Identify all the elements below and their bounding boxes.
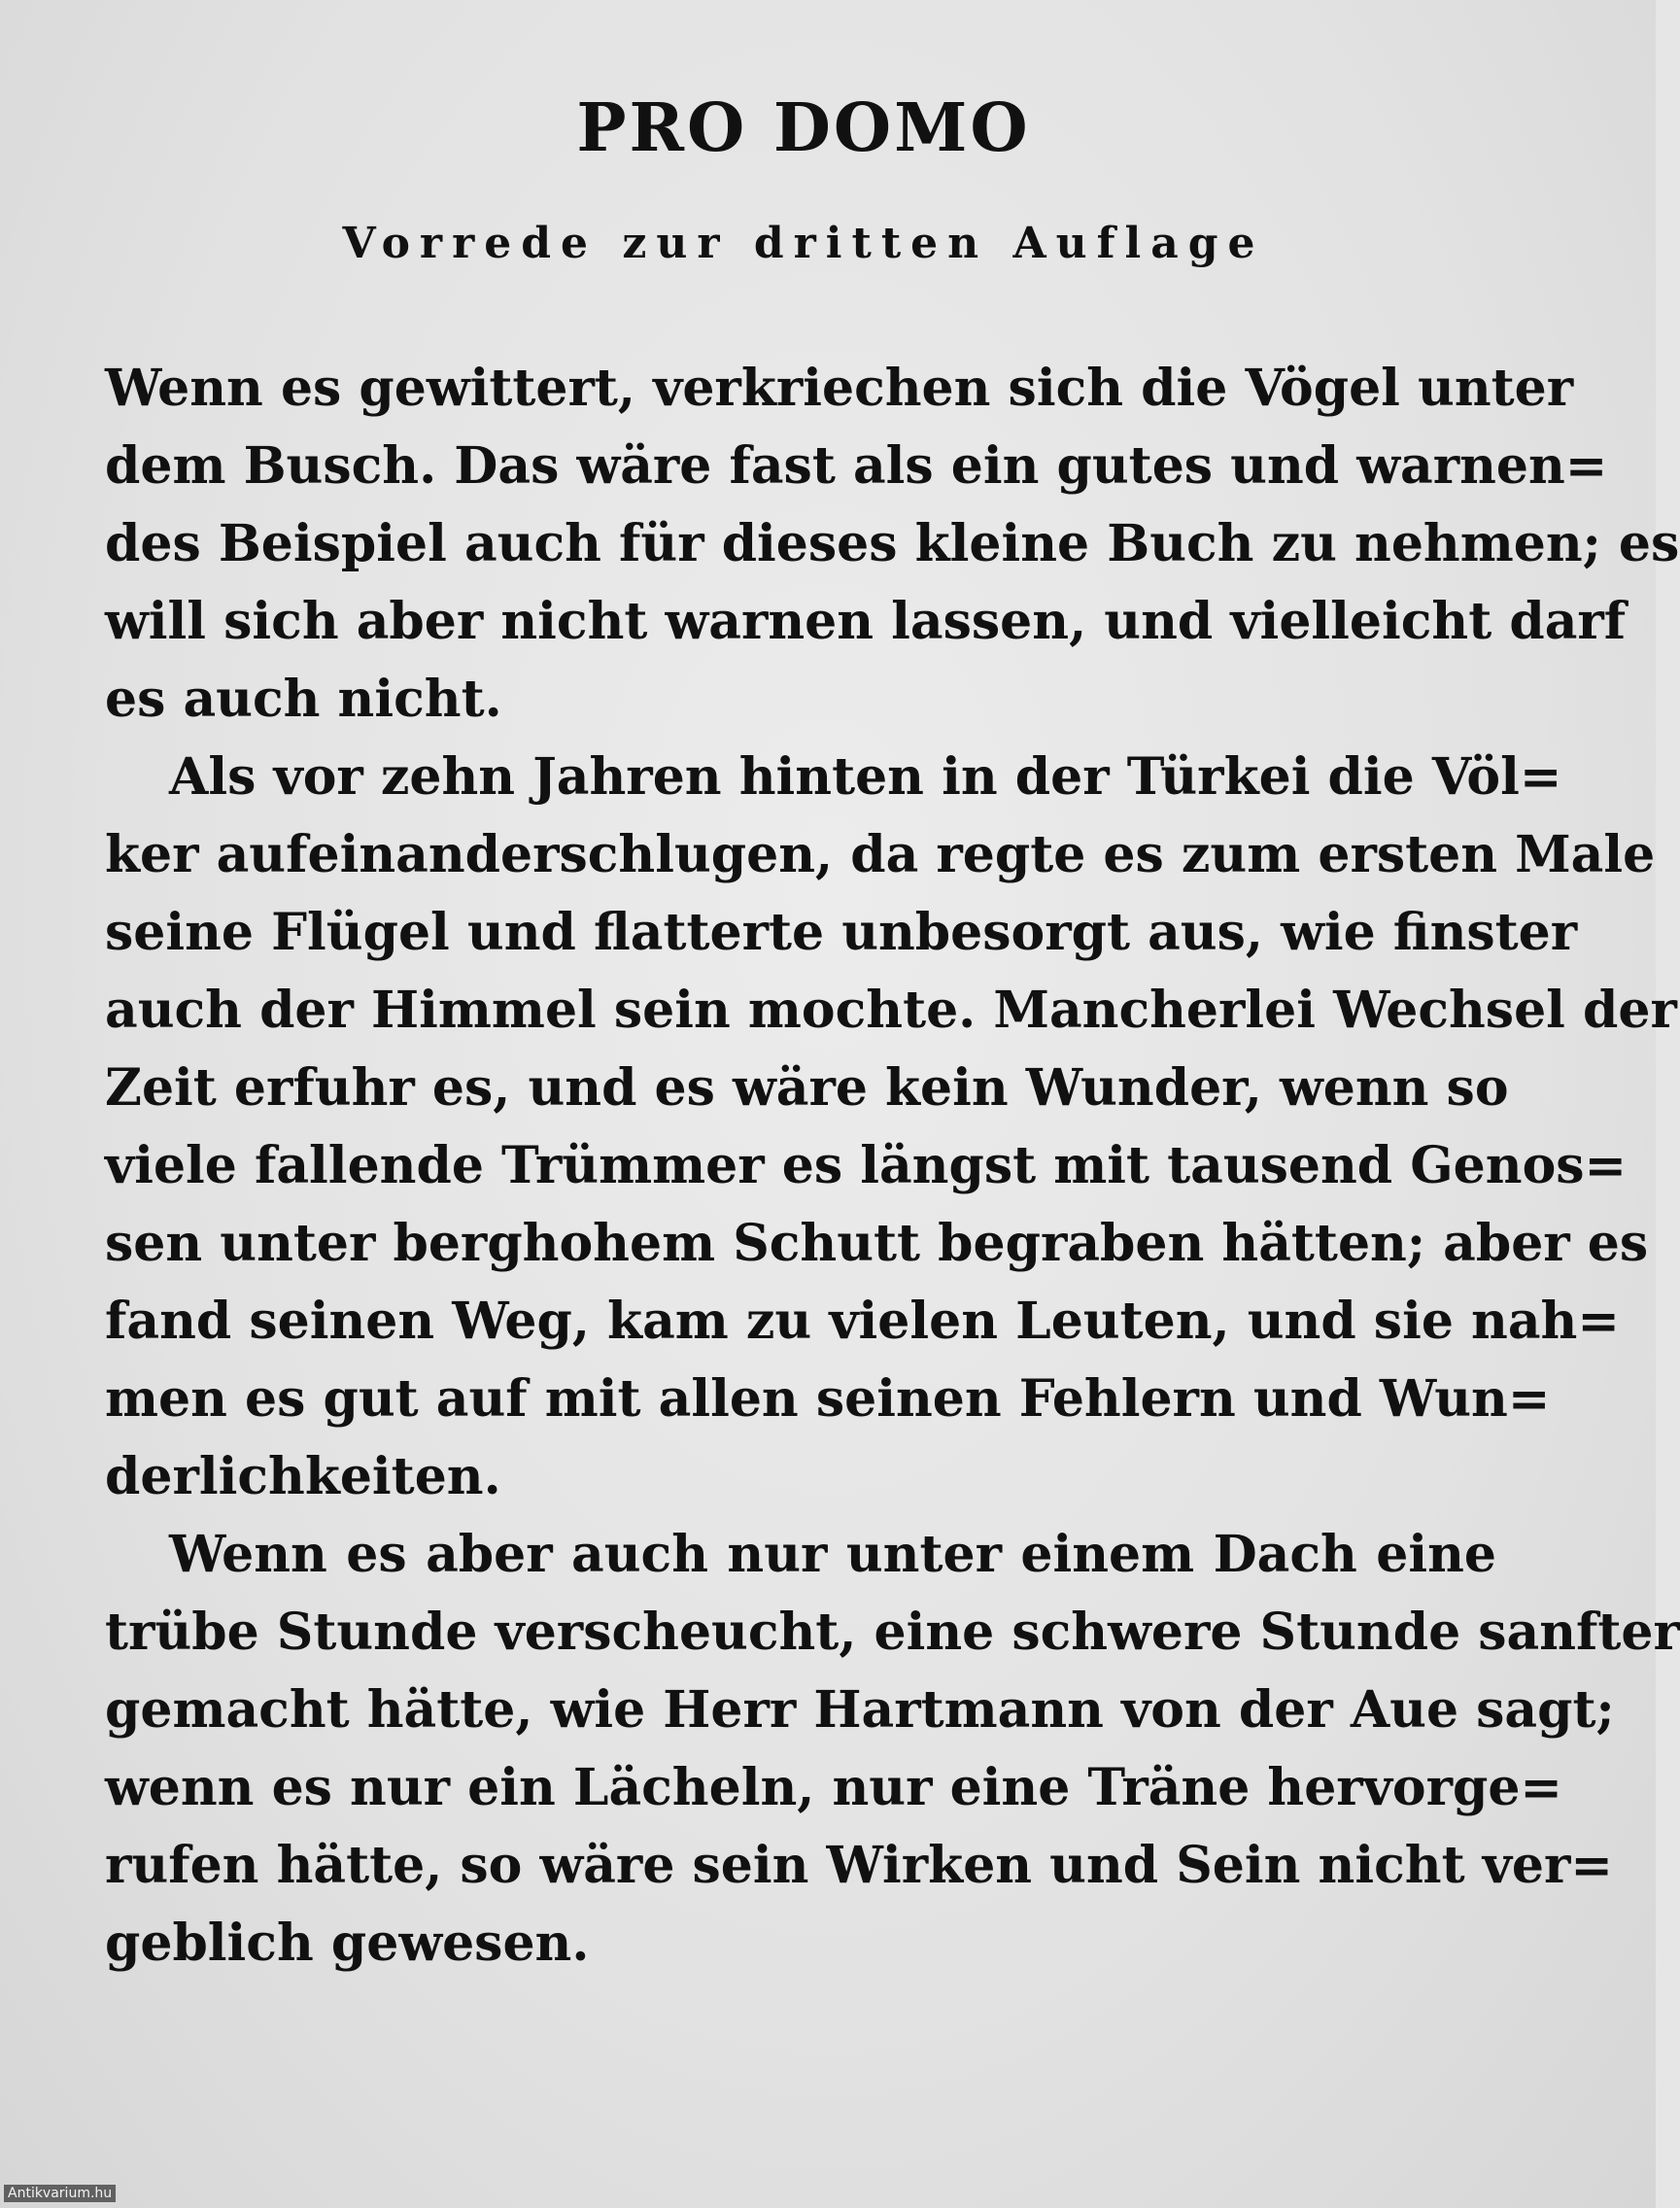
text-line: geblich gewesen. bbox=[105, 1914, 590, 1973]
text-line: Zeit erfuhr es, und es wäre kein Wunder, wenn so bbox=[105, 1058, 1509, 1118]
text-line: will sich aber nicht warnen lassen, und vielleicht darf bbox=[105, 592, 1627, 651]
text-line: sen unter berghohem Schutt begraben hätten; aber es bbox=[105, 1214, 1649, 1273]
text-line: Wenn es aber auch nur unter einem Dach eine bbox=[169, 1525, 1496, 1584]
body-text bbox=[105, 350, 1680, 1983]
text-line: dem Busch. Das wäre fast als ein gutes und warnen= bbox=[105, 436, 1608, 496]
text-line: auch der Himmel sein mochte. Mancherlei Wechsel der bbox=[105, 981, 1677, 1040]
text-line: Wenn es gewittert, verkriechen sich die Vögel unter bbox=[105, 359, 1574, 418]
text-line: men es gut auf mit allen seinen Fehlern und Wun= bbox=[105, 1369, 1551, 1429]
text-line: rufen hätte, so wäre sein Wirken und Sein nicht ver= bbox=[105, 1836, 1613, 1895]
text-line: gemacht hätte, wie Herr Hartmann von der Aue sagt; bbox=[105, 1680, 1615, 1740]
text-line: derlichkeiten. bbox=[105, 1447, 501, 1506]
watermark: Antikvarium.hu bbox=[4, 2185, 116, 2202]
text-line: seine Flügel und flatterte unbesorgt aus, wie finster bbox=[105, 903, 1578, 962]
page-title: PRO DOMO bbox=[576, 89, 1031, 167]
text-line: trübe Stunde verscheucht, eine schwere Stunde sanfter bbox=[105, 1603, 1680, 1662]
text-line: wenn es nur ein Lächeln, nur eine Träne hervorge= bbox=[105, 1758, 1563, 1817]
page-subtitle: Vorrede zur dritten Auflage bbox=[342, 219, 1265, 268]
text-line: Als vor zehn Jahren hinten in der Türkei die Völ= bbox=[169, 747, 1562, 807]
paragraph-3 bbox=[105, 1516, 1680, 1983]
text-line: fand seinen Weg, kam zu vielen Leuten, und sie nah= bbox=[105, 1292, 1620, 1351]
text-line: des Beispiel auch für dieses kleine Buch zu nehmen; es bbox=[105, 514, 1680, 573]
text-line: ker aufeinanderschlugen, da regte es zum ersten Male bbox=[105, 825, 1656, 884]
text-line: es auch nicht. bbox=[105, 670, 502, 729]
text-line: viele fallende Trümmer es längst mit tausend Genos= bbox=[105, 1136, 1628, 1195]
paragraph-2 bbox=[105, 739, 1677, 1516]
paragraph-1 bbox=[105, 350, 1680, 739]
